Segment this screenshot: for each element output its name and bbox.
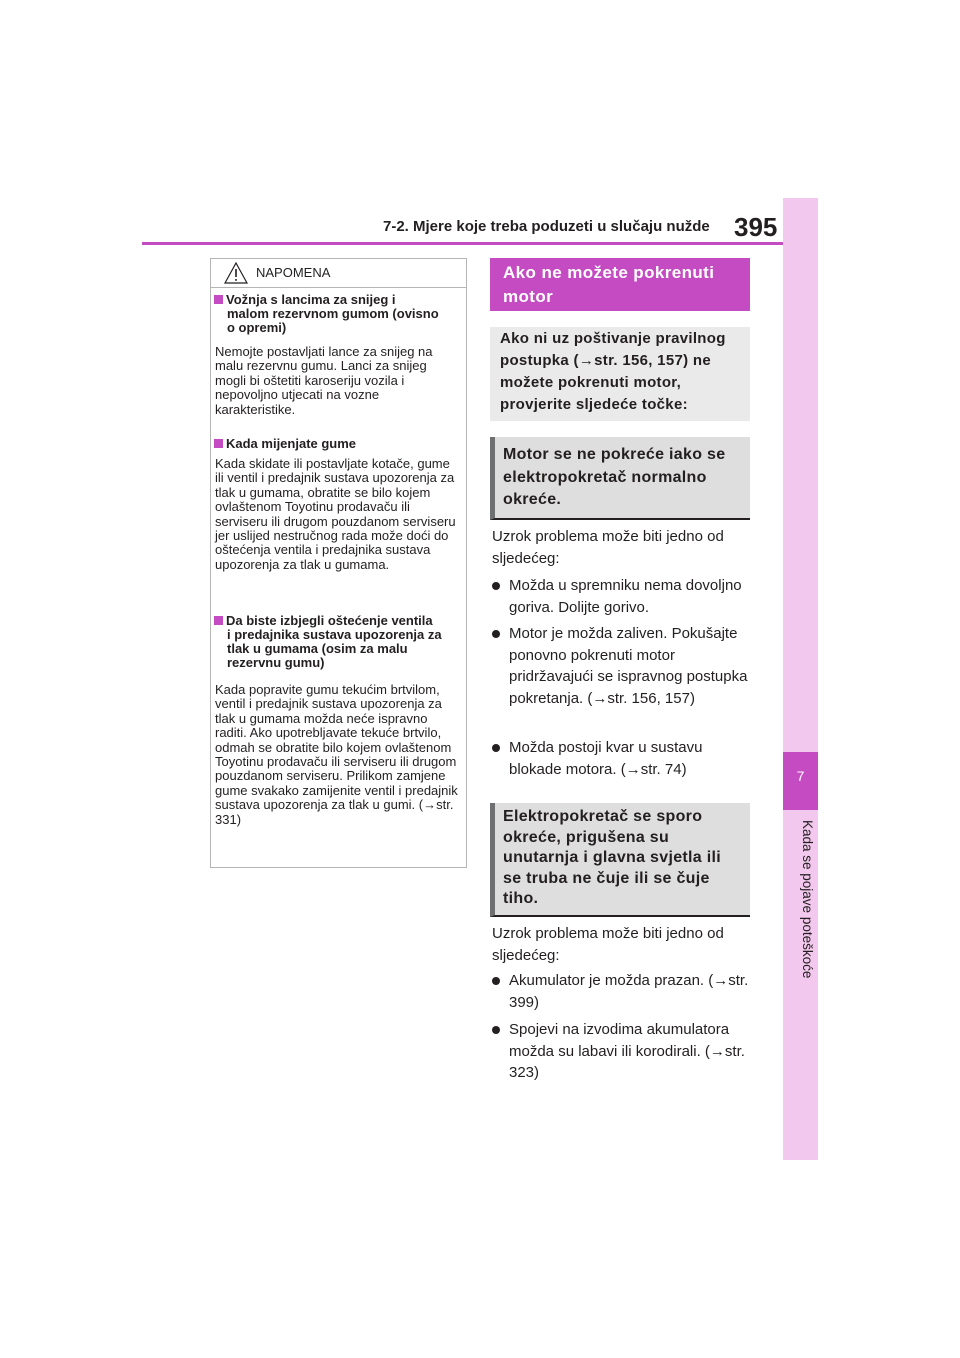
square-bullet-icon bbox=[214, 439, 223, 448]
page-number: 395 bbox=[734, 212, 778, 242]
list-item-text: Motor je možda zaliven. Pokušajte ponovno pokrenuti motor pridržavajući se ispravnog postupka pokretanja. (→str. 156, 157) bbox=[509, 625, 748, 707]
header-divider bbox=[142, 242, 783, 245]
chapter-label: Kada se pojave poteškoće bbox=[800, 820, 815, 979]
list-item-text: Možda postoji kvar u sustavu blokade motora. (→str. 74) bbox=[509, 739, 703, 778]
section-title: Ako ne možete pokrenuti motor bbox=[503, 263, 715, 306]
square-bullet-icon bbox=[214, 616, 223, 625]
notice-heading-line: Da biste izbjegli oštećenje ventila bbox=[226, 613, 433, 628]
list-item-text: Akumulator je možda prazan. (→str. 399) bbox=[509, 972, 749, 1011]
subsection-title: Elektropokretač se sporo okreće, prigušena su unutarnja i glavna svjetla ili se truba ne čuje ili se čuje tiho. bbox=[503, 808, 721, 907]
list-item bbox=[509, 970, 754, 1013]
bullet-dot-icon bbox=[492, 582, 500, 590]
notice-header bbox=[210, 258, 467, 288]
notice-item-body: Nemojte postavljati lance za snijeg na malu rezervnu gumu. Lanci za snijeg mogli bi oštetiti karoseriju vozila i nepovoljno utjecati na vozne karakteristike. bbox=[215, 344, 433, 417]
chapter-side-tab bbox=[783, 198, 818, 1160]
notice-heading-line: Kada mijenjate gume bbox=[226, 436, 357, 451]
notice-item-heading bbox=[214, 614, 446, 670]
subsection-title: Motor se ne pokreće iako se elektropokretač normalno okreće. bbox=[503, 446, 726, 508]
bullet-dot-icon bbox=[492, 977, 500, 985]
notice-title: NAPOMENA bbox=[256, 265, 331, 280]
warning-triangle-icon bbox=[224, 262, 248, 284]
notice-heading-rest: i predajnika sustava upozorenja za tlak u gumama (osim za malu rezervnu gumu) bbox=[227, 627, 442, 670]
square-bullet-icon bbox=[214, 295, 223, 304]
notice-item-body: Kada skidate ili postavljate kotače, gume ili ventil i predajnik sustava upozorenja za tlak u gumama, obratite se bilo kojem ovlaštenom Toyotinu prodavaču ili serviseru ili drugom pouzdanom serviseru jer uslijed nestručnog rada može doći do oštećenja ventila i predajnika sustava upozorenja za tlak u gumama. bbox=[215, 456, 456, 572]
subsection-lead: Uzrok problema može biti jedno od sljedećeg: bbox=[492, 528, 724, 567]
list-item bbox=[509, 623, 754, 709]
notice-item-body: Kada popravite gumu tekućim brtvilom, ventil i predajnik sustava upozorenja za tlak u gumama možda neće ispravno raditi. Ako upotrebljavate tekuće brtvilo, odmah se obratite bilo kojem ovlaštenom Toyotinu prodavaču ili serviseru ili drugom pouzdanom serviseru. Prilikom zamjene gume svakako zamijenite ventil i predajnik sustava upozorenja za tlak u gumi. (→str. 331) bbox=[215, 682, 458, 827]
notice-item-heading bbox=[214, 293, 446, 335]
list-item-text: Spojevi na izvodima akumulatora možda su labavi ili korodirali. (→str. 323) bbox=[509, 1021, 745, 1081]
chapter-number: 7 bbox=[796, 768, 805, 784]
list-item bbox=[509, 737, 754, 780]
bullet-dot-icon bbox=[492, 1026, 500, 1034]
list-item bbox=[509, 1019, 754, 1084]
list-item-text: Možda u spremniku nema dovoljno goriva. Dolijte gorivo. bbox=[509, 577, 742, 616]
notice-heading-rest: malom rezervnom gumom (ovisno o opremi) bbox=[227, 306, 439, 335]
bullet-dot-icon bbox=[492, 744, 500, 752]
list-item bbox=[509, 575, 754, 618]
section-header: 7-2. Mjere koje treba poduzeti u slučaju nužde bbox=[383, 218, 710, 235]
notice-item-heading bbox=[214, 437, 446, 451]
notice-heading-line: Vožnja s lancima za snijeg i bbox=[226, 292, 396, 307]
subsection-lead: Uzrok problema može biti jedno od sljedećeg: bbox=[492, 925, 724, 964]
intro-text: Ako ni uz poštivanje pravilnog postupka (→str. 156, 157) ne možete pokrenuti motor, provjerite sljedeće točke: bbox=[500, 330, 726, 413]
bullet-dot-icon bbox=[492, 630, 500, 638]
